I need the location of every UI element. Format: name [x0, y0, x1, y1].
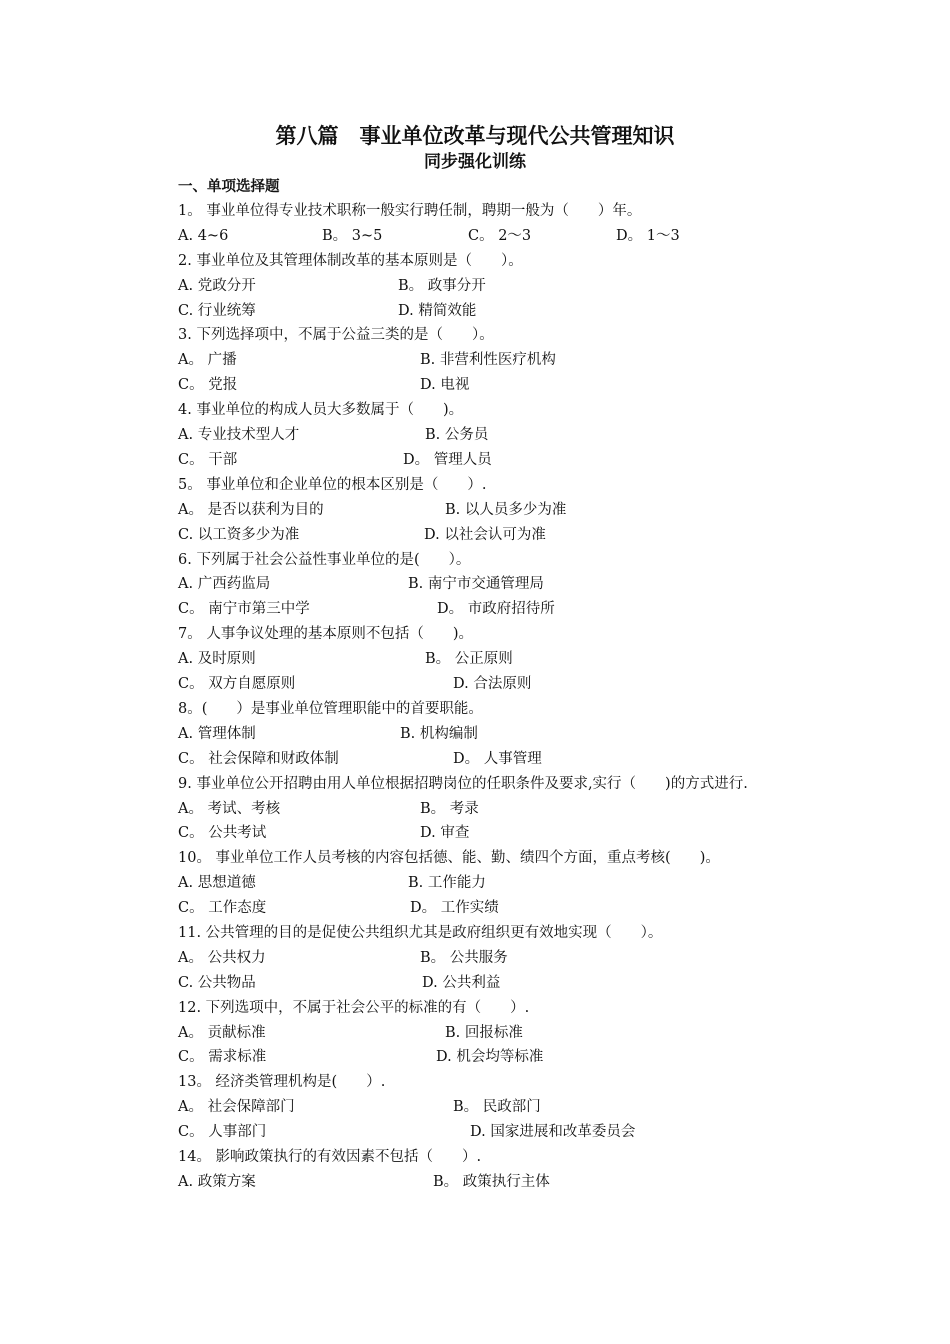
option-row: [0, 572, 950, 597]
option-row: [0, 1021, 950, 1046]
answer-option: A。 是否以获利为目的: [178, 501, 324, 518]
answer-option: A. 专业技术型人才: [178, 427, 300, 444]
answer-option: A。 贡献标准: [178, 1024, 266, 1041]
answer-option: A。 社会保障部门: [178, 1099, 295, 1116]
answer-option: B。 公正原则: [425, 651, 513, 668]
option-row: [0, 1045, 950, 1070]
option-row: [0, 224, 950, 249]
option-row: [0, 1170, 950, 1195]
option-row: [0, 647, 950, 672]
answer-option: A。 考试、考核: [178, 800, 281, 817]
option-row: [0, 1095, 950, 1120]
option-row: [0, 722, 950, 747]
question-stem: 8。( ）是事业单位管理职能中的首要职能。: [178, 700, 483, 717]
answer-option: C。 工作态度: [178, 900, 267, 917]
option-row: [0, 946, 950, 971]
answer-option: C。 需求标准: [178, 1049, 267, 1066]
answer-option: C。 人事部门: [178, 1124, 267, 1141]
option-row: [0, 448, 950, 473]
answer-option: C。 双方自愿原则: [178, 676, 296, 693]
answer-option: A。 公共权力: [178, 949, 266, 966]
option-row: [0, 348, 950, 373]
option-row: [0, 821, 950, 846]
answer-option: D. 国家进展和改革委员会: [470, 1124, 636, 1141]
option-row: [0, 797, 950, 822]
answer-option: B. 机构编制: [400, 725, 478, 742]
answer-option: C。 党报: [178, 377, 238, 394]
answer-option: B. 南宁市交通管理局: [408, 576, 544, 593]
answer-option: B。 政策执行主体: [433, 1173, 550, 1190]
answer-option: A. 4~6: [178, 227, 229, 244]
answer-option: D. 公共利益: [422, 974, 501, 991]
answer-option: C。 干部: [178, 451, 238, 468]
answer-option: C. 以工资多少为准: [178, 526, 300, 543]
option-row: [0, 498, 950, 523]
answer-option: C。 2～3: [468, 227, 532, 244]
answer-option: B。 政事分开: [398, 277, 486, 294]
answer-option: B。 民政部门: [453, 1099, 541, 1116]
answer-option: D. 精简效能: [398, 302, 477, 319]
answer-option: D。 人事管理: [453, 750, 542, 767]
question-stem: 13。 经济类管理机构是( ）.: [178, 1074, 386, 1091]
answer-option: D. 机会均等标准: [436, 1049, 544, 1066]
question-stem: 14。 影响政策执行的有效因素不包括（ ）.: [178, 1149, 482, 1166]
answer-option: A. 政策方案: [178, 1173, 256, 1190]
answer-option: A. 党政分开: [178, 277, 256, 294]
answer-option: D. 以社会认可为准: [424, 526, 546, 543]
answer-option: C. 行业统筹: [178, 302, 256, 319]
option-row: [0, 423, 950, 448]
answer-option: B。 考录: [420, 800, 479, 817]
option-row: [0, 597, 950, 622]
answer-option: C。 南宁市第三中学: [178, 601, 310, 618]
section-heading: 一、单项选择题: [178, 179, 280, 195]
answer-option: B. 公务员: [425, 427, 489, 444]
option-row: [0, 274, 950, 299]
answer-option: A。 广播: [178, 352, 237, 369]
answer-option: D. 合法原则: [453, 676, 532, 693]
option-row: [0, 1120, 950, 1145]
option-row: [0, 523, 950, 548]
answer-option: D。 1～3: [616, 227, 680, 244]
answer-option: A. 广西药监局: [178, 576, 271, 593]
question-list: [0, 199, 950, 1195]
answer-option: C. 公共物品: [178, 974, 256, 991]
answer-option: D. 审查: [420, 825, 470, 842]
question-stem: 4. 事业单位的构成人员大多数属于（ )。: [178, 402, 464, 419]
page-title: 第八篇 事业单位改革与现代公共管理知识: [275, 124, 675, 148]
answer-option: C。 公共考试: [178, 825, 267, 842]
option-row: [0, 896, 950, 921]
option-row: [0, 747, 950, 772]
answer-option: B. 回报标准: [445, 1024, 523, 1041]
option-row: [0, 871, 950, 896]
question-stem: 10。 事业单位工作人员考核的内容包括德、能、勤、绩四个方面，重点考核( )。: [178, 850, 720, 867]
answer-option: D. 电视: [420, 377, 470, 394]
question-stem: 6. 下列属于社会公益性事业单位的是( ）。: [178, 551, 471, 568]
answer-option: B。 公共服务: [420, 949, 508, 966]
option-row: [0, 299, 950, 324]
option-row: [0, 672, 950, 697]
answer-option: D。 管理人员: [403, 451, 492, 468]
answer-option: A. 及时原则: [178, 651, 256, 668]
question-stem: 12. 下列选项中，不属于社会公平的标准的有（ ）.: [178, 999, 530, 1016]
answer-option: B. 以人员多少为准: [445, 501, 567, 518]
answer-option: C。 社会保障和财政体制: [178, 750, 339, 767]
page-subtitle: 同步强化训练: [424, 152, 526, 172]
answer-option: A. 管理体制: [178, 725, 256, 742]
answer-option: A. 思想道德: [178, 875, 256, 892]
answer-option: D。 市政府招待所: [437, 601, 555, 618]
answer-option: B. 非营利性医疗机构: [420, 352, 556, 369]
question-stem: 3. 下列选择项中，不属于公益三类的是（ ）。: [178, 327, 494, 344]
question-stem: 5。 事业单位和企业单位的根本区别是（ ）.: [178, 476, 487, 493]
option-row: [0, 373, 950, 398]
question-stem: 11. 公共管理的目的是促使公共组织尤其是政府组织更有效地实现（ ）。: [178, 924, 663, 941]
question-stem: 1。 事业单位得专业技术职称一般实行聘任制，聘期一般为（ ）年。: [178, 203, 642, 219]
answer-option: B。 3~5: [322, 227, 383, 244]
option-row: [0, 971, 950, 996]
answer-option: D。 工作实绩: [410, 900, 499, 917]
question-stem: 9. 事业单位公开招聘由用人单位根据招聘岗位的任职条件及要求,实行（ )的方式进行.: [178, 775, 748, 792]
answer-option: B. 工作能力: [408, 875, 486, 892]
question-stem: 2. 事业单位及其管理体制改革的基本原则是（ ）。: [178, 252, 523, 269]
question-stem: 7。 人事争议处理的基本原则不包括（ )。: [178, 626, 473, 643]
